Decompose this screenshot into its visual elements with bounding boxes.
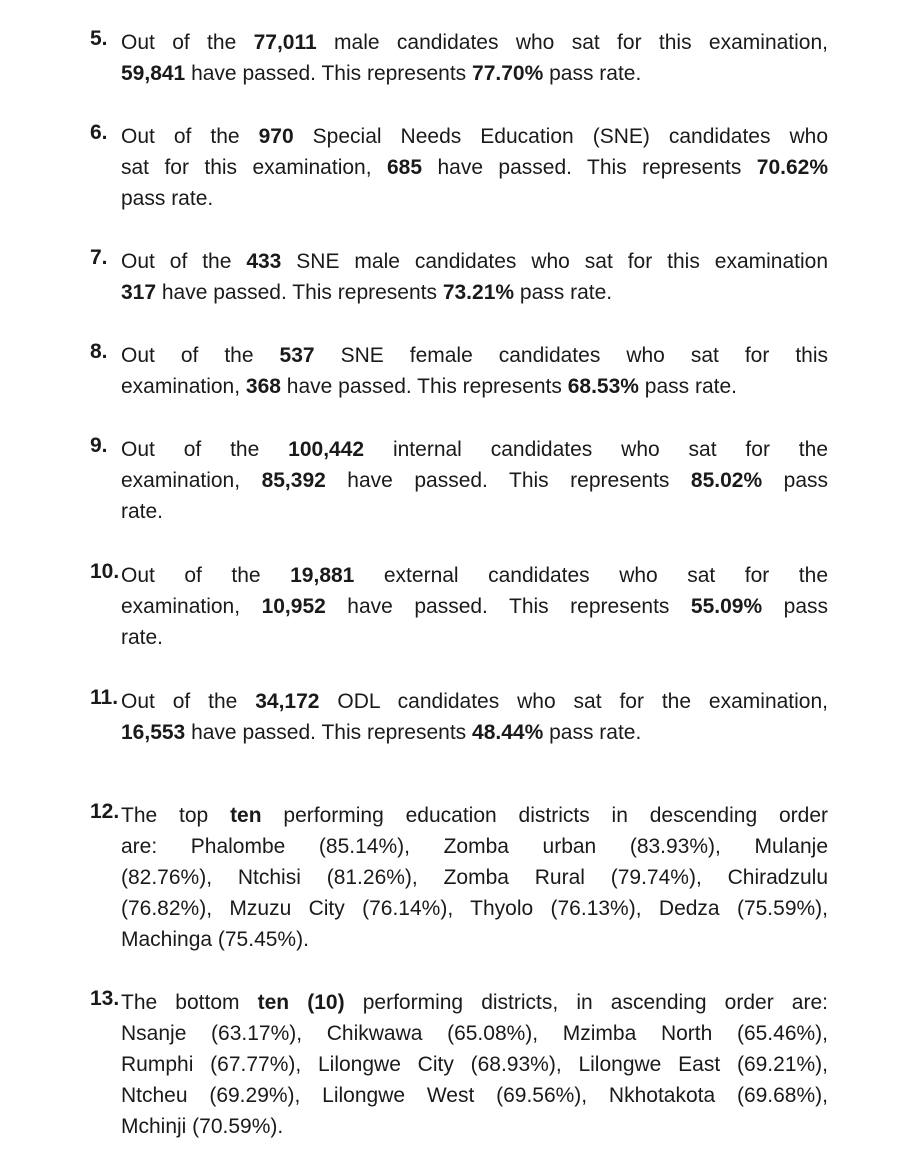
item-number: 13. bbox=[90, 987, 120, 1010]
text-line bbox=[121, 831, 828, 862]
bold-figure: 34,172 bbox=[255, 690, 320, 713]
text-line bbox=[121, 340, 828, 371]
text-line bbox=[121, 800, 828, 831]
text-run: performing education districts in descending order bbox=[261, 804, 828, 827]
text-run: ODL candidates who sat for the examination, bbox=[319, 690, 828, 713]
text-run: Special Needs Education (SNE) candidates who bbox=[293, 125, 828, 148]
text-run: Nsanje (63.17%), Chikwawa (65.08%), Mzimba North (65.46%), bbox=[121, 1022, 828, 1045]
bold-figure: 10,952 bbox=[261, 595, 326, 618]
text-run: pass rate. bbox=[121, 187, 214, 210]
text-line bbox=[121, 924, 828, 955]
text-line bbox=[121, 277, 828, 308]
text-run: have passed. This represents bbox=[325, 595, 691, 618]
item-number: 7. bbox=[90, 246, 108, 269]
text-line bbox=[121, 496, 828, 527]
numbered-item bbox=[90, 560, 828, 653]
text-run: Out of the bbox=[121, 250, 247, 273]
text-run: examination, bbox=[121, 375, 246, 398]
text-run: are: Phalombe (85.14%), Zomba urban (83.93%), Mulanje bbox=[121, 835, 828, 858]
text-run: have passed. This represents bbox=[280, 375, 568, 398]
text-run: pass rate. bbox=[543, 721, 642, 744]
text-run: have passed. This represents bbox=[422, 156, 757, 179]
text-run: Mchinji (70.59%). bbox=[121, 1115, 284, 1138]
numbered-item bbox=[90, 434, 828, 527]
bold-figure: 970 bbox=[258, 125, 294, 148]
text-run: Out of the bbox=[121, 690, 256, 713]
numbered-item bbox=[90, 27, 828, 89]
text-run: have passed. This represents bbox=[156, 281, 443, 304]
text-run: have passed. This represents bbox=[185, 62, 473, 85]
bold-figure: 85.02% bbox=[690, 469, 763, 492]
numbered-item bbox=[90, 340, 828, 402]
text-run: Out of the bbox=[121, 125, 259, 148]
text-line bbox=[121, 1049, 828, 1080]
text-run: (76.82%), Mzuzu City (76.14%), Thyolo (76.13%), Dedza (75.59%), bbox=[121, 897, 828, 920]
text-run: pass rate. bbox=[514, 281, 613, 304]
bold-figure: 59,841 bbox=[121, 62, 186, 85]
bold-figure: 685 bbox=[386, 156, 423, 179]
text-line bbox=[121, 246, 828, 277]
item-number: 12. bbox=[90, 800, 120, 823]
text-run: rate. bbox=[121, 626, 164, 649]
text-run: pass rate. bbox=[638, 375, 738, 398]
text-line bbox=[121, 591, 828, 622]
text-line bbox=[121, 371, 828, 402]
text-run: Rumphi (67.77%), Lilongwe City (68.93%), Lilongwe East (69.21%), bbox=[121, 1053, 828, 1076]
text-line bbox=[121, 987, 828, 1018]
item-number: 10. bbox=[90, 560, 120, 583]
bold-figure: 48.44% bbox=[472, 721, 544, 744]
text-run: (82.76%), Ntchisi (81.26%), Zomba Rural (79.74%), Chiradzulu bbox=[121, 866, 828, 889]
text-run: external candidates who sat for the bbox=[354, 564, 829, 587]
text-run: pass rate. bbox=[543, 62, 642, 85]
text-run: performing districts, in ascending order are: bbox=[344, 991, 828, 1014]
bold-figure: 85,392 bbox=[261, 469, 326, 492]
text-line bbox=[121, 434, 828, 465]
bold-figure: 70.62% bbox=[756, 156, 828, 179]
text-run: rate. bbox=[121, 500, 164, 523]
numbered-item bbox=[90, 800, 828, 955]
item-number: 5. bbox=[90, 27, 108, 50]
text-line bbox=[121, 1111, 828, 1142]
text-run: pass bbox=[762, 469, 828, 492]
text-run: have passed. This represents bbox=[325, 469, 691, 492]
bold-figure: ten (10) bbox=[257, 991, 345, 1014]
bold-figure: 77.70% bbox=[472, 62, 544, 85]
text-run: The bottom bbox=[121, 991, 258, 1014]
bold-figure: 68.53% bbox=[567, 375, 639, 398]
item-number: 11. bbox=[90, 686, 119, 709]
text-line bbox=[121, 862, 828, 893]
bold-figure: 19,881 bbox=[290, 564, 355, 587]
bold-figure: 368 bbox=[245, 375, 281, 398]
bold-figure: 433 bbox=[246, 250, 282, 273]
bold-figure: ten bbox=[230, 804, 262, 827]
item-number: 8. bbox=[90, 340, 108, 363]
bold-figure: 16,553 bbox=[121, 721, 186, 744]
text-run: Ntcheu (69.29%), Lilongwe West (69.56%), Nkhotakota (69.68%), bbox=[121, 1084, 828, 1107]
text-line bbox=[121, 58, 828, 89]
bold-figure: 100,442 bbox=[288, 438, 365, 461]
text-line bbox=[121, 717, 828, 748]
text-run: Out of the bbox=[121, 31, 254, 54]
numbered-item bbox=[90, 686, 828, 748]
text-run: examination, bbox=[121, 469, 262, 492]
text-run: sat for this examination, bbox=[121, 156, 387, 179]
bold-figure: 55.09% bbox=[690, 595, 763, 618]
text-run: male candidates who sat for this examination, bbox=[316, 31, 829, 54]
text-line bbox=[121, 152, 828, 183]
text-run: Machinga (75.45%). bbox=[121, 928, 309, 951]
text-line bbox=[121, 121, 828, 152]
text-line bbox=[121, 686, 828, 717]
text-run: have passed. This represents bbox=[185, 721, 473, 744]
text-line bbox=[121, 1080, 828, 1111]
text-line bbox=[121, 465, 828, 496]
item-number: 9. bbox=[90, 434, 108, 457]
text-run: Out of the bbox=[121, 438, 289, 461]
numbered-item bbox=[90, 121, 828, 214]
text-run: The top bbox=[121, 804, 231, 827]
text-run: Out of the bbox=[121, 344, 280, 367]
text-run: pass bbox=[762, 595, 828, 618]
text-line bbox=[121, 183, 828, 214]
text-line bbox=[121, 27, 828, 58]
text-run: Out of the bbox=[121, 564, 291, 587]
text-line bbox=[121, 622, 828, 653]
bold-figure: 73.21% bbox=[442, 281, 515, 304]
text-line bbox=[121, 1018, 828, 1049]
item-number: 6. bbox=[90, 121, 108, 144]
numbered-item bbox=[90, 987, 828, 1142]
text-run: SNE male candidates who sat for this examination bbox=[281, 250, 828, 273]
bold-figure: 537 bbox=[279, 344, 315, 367]
numbered-item bbox=[90, 246, 828, 308]
text-line bbox=[121, 560, 828, 591]
text-line bbox=[121, 893, 828, 924]
text-run: internal candidates who sat for the bbox=[364, 438, 828, 461]
text-run: examination, bbox=[121, 595, 262, 618]
text-run: SNE female candidates who sat for this bbox=[314, 344, 829, 367]
bold-figure: 317 bbox=[121, 281, 157, 304]
bold-figure: 77,011 bbox=[253, 31, 317, 54]
